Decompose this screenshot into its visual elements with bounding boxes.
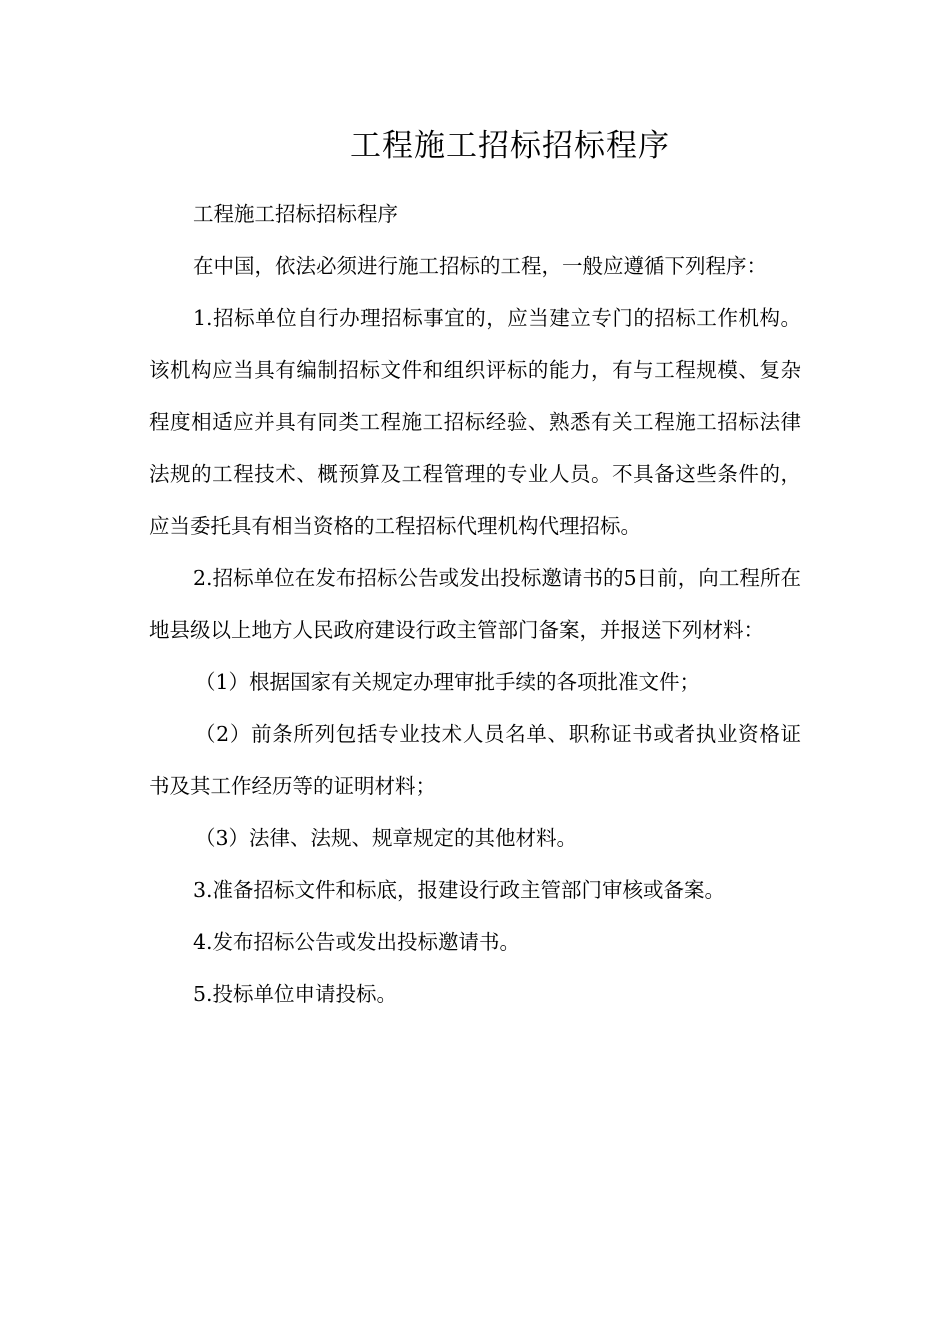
paragraph-intro: 在中国，依法必须进行施工招标的工程，一般应遵循下列程序：	[193, 254, 767, 278]
paragraph-material-2: （2）前条所列包括专业技术人员名单、职称证书或者执业资格证书及其工作经历等的证明材料；	[149, 722, 801, 798]
paragraph-step-2: 2.招标单位在发布招标公告或发出投标邀请书的5日前，向工程所在地县级以上地方人民政府建设行政主管部门备案，并报送下列材料：	[149, 566, 801, 642]
paragraph-step-4: 4.发布招标公告或发出投标邀请书。	[193, 930, 521, 954]
paragraph-subtitle: 工程施工招标招标程序	[193, 202, 398, 226]
paragraph-step-1: 1.招标单位自行办理招标事宜的，应当建立专门的招标工作机构。该机构应当具有编制招标文件和组织评标的能力，有与工程规模、复杂程度相适应并具有同类工程施工招标经验、熟悉有关工程施工招标法律法规的工程技术、概预算及工程管理的专业人员。不具备这些条件的，应当委托具有相当资格的工程招标代理机构代理招标。	[149, 306, 801, 538]
paragraph-material-3: （3）法律、法规、规章规定的其他材料。	[195, 826, 578, 850]
document-body	[149, 188, 801, 1020]
paragraph-material-1: （1）根据国家有关规定办理审批手续的各项批准文件；	[195, 670, 701, 694]
paragraph-step-5: 5.投标单位申请投标。	[193, 982, 398, 1006]
paragraph-step-3: 3.准备招标文件和标底，报建设行政主管部门审核或备案。	[193, 878, 726, 902]
document-title: 工程施工招标招标程序	[350, 128, 670, 164]
